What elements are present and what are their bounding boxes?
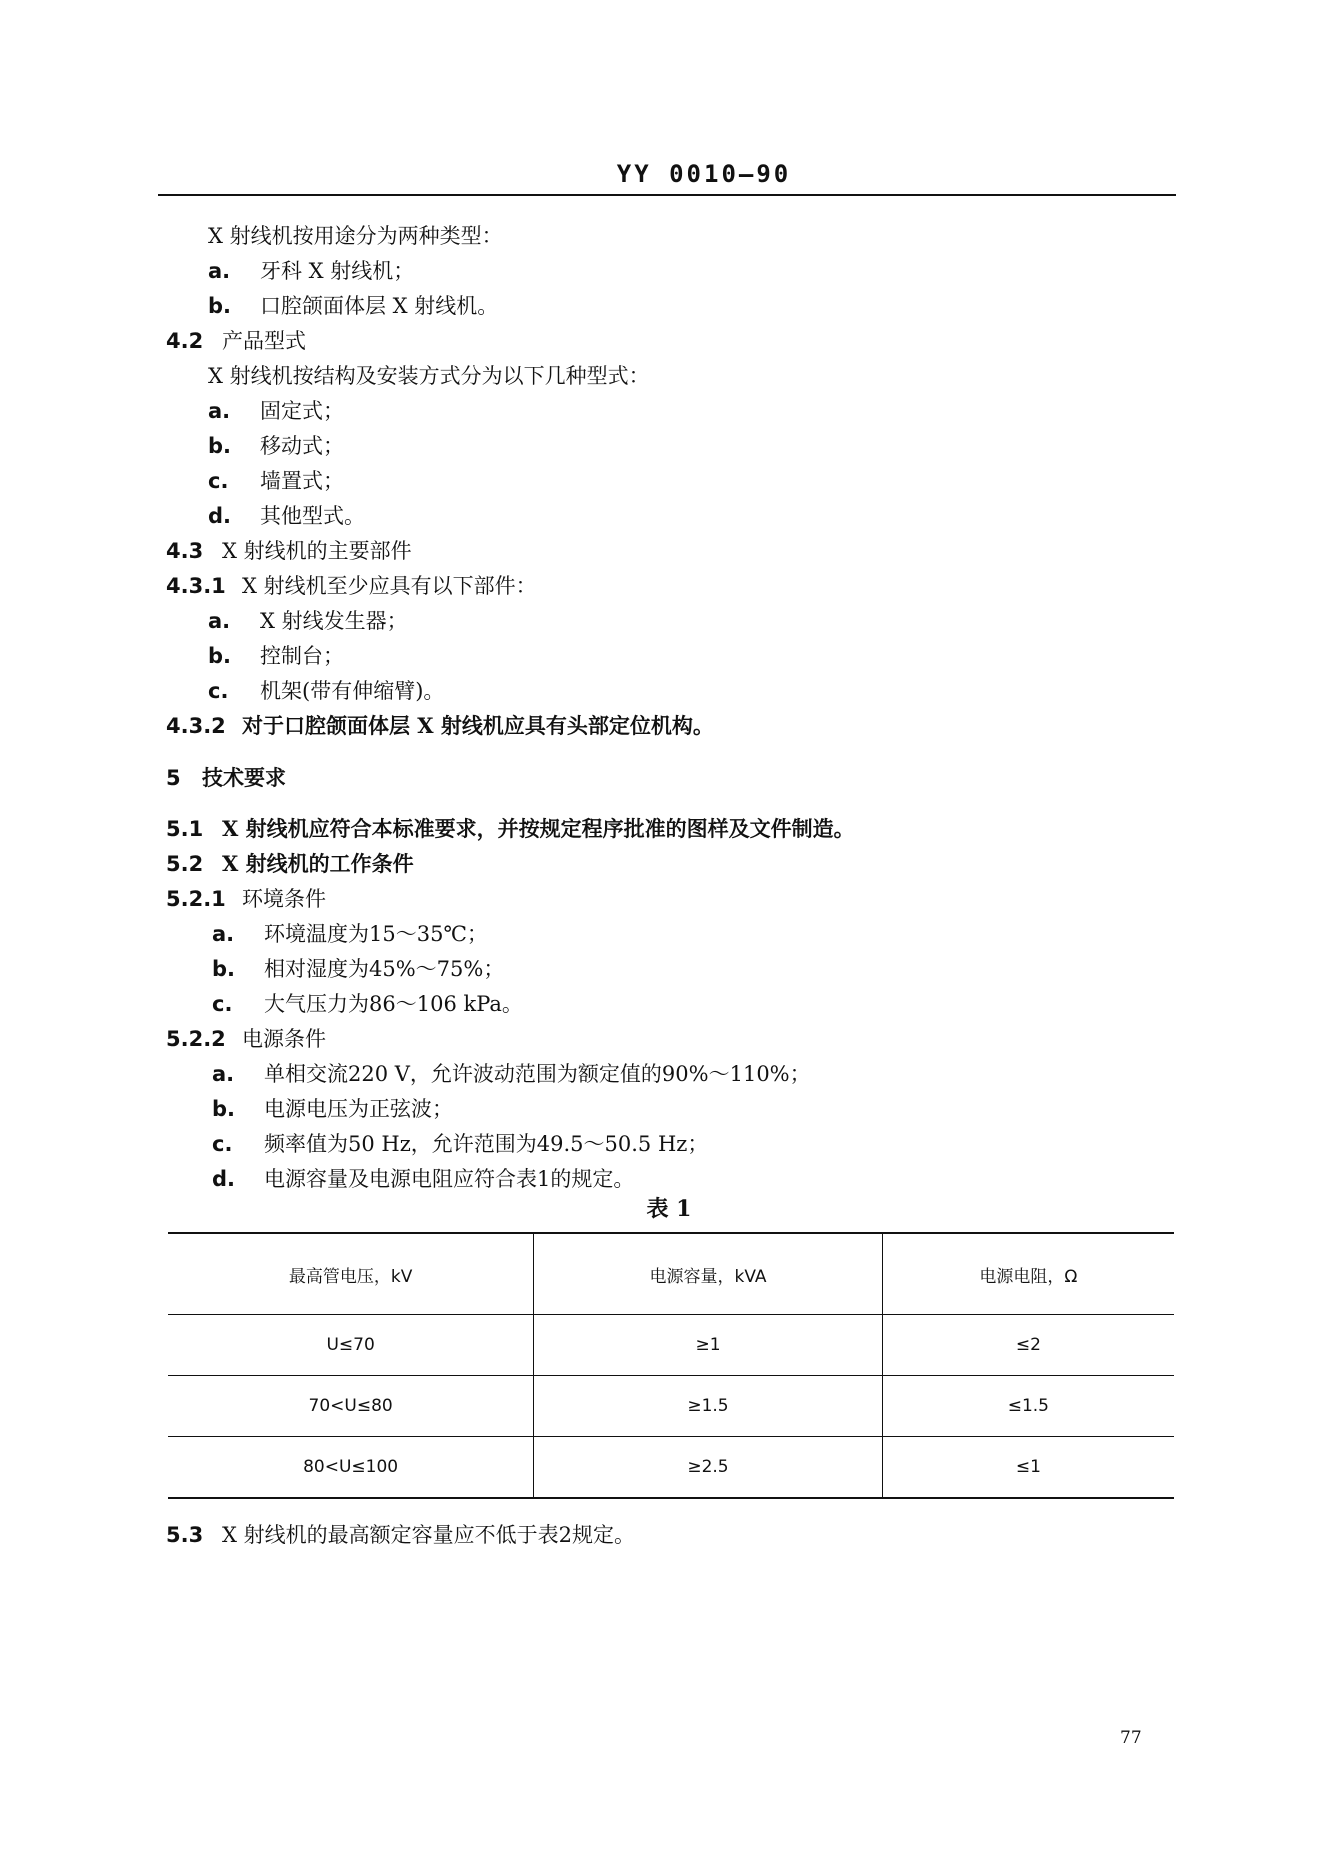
table-row [168,1437,1174,1499]
section-heading: 4.3.2 对于口腔颌面体层 X 射线机应具有头部定位机构。 [166,713,714,738]
list-item: c. 大气压力为86～106 kPa。 [212,992,523,1016]
text-line: X 射线机按用途分为两种类型： [208,224,503,248]
list-item: a. 环境温度为15～35℃； [212,922,488,946]
list-item: a. 牙科 X 射线机； [208,259,415,283]
header-rule [158,194,1176,196]
table-cell: ≤2 [882,1315,1174,1376]
table-cell: ≤1.5 [882,1376,1174,1437]
table-cell: ≥2.5 [534,1437,882,1499]
list-item: a. 单相交流220 V，允许波动范围为额定值的90%～110%； [212,1062,811,1086]
table-cell: ≤1 [882,1437,1174,1499]
list-item: c. 墙置式； [208,469,344,493]
table-cell: 80<U≤100 [168,1437,534,1499]
list-item: b. 口腔颌面体层 X 射线机。 [208,294,499,318]
section-heading: 5.3 X 射线机的最高额定容量应不低于表2规定。 [166,1523,635,1547]
list-item: b. 电源电压为正弦波； [212,1097,453,1121]
table-cell: ≥1.5 [534,1376,882,1437]
list-item: c. 频率值为50 Hz，允许范围为49.5～50.5 Hz； [212,1132,709,1156]
section-heading: 4.3 X 射线机的主要部件 [166,539,412,563]
section-heading: 4.3.1 X 射线机至少应具有以下部件： [166,574,537,598]
list-item: a. X 射线发生器； [208,609,408,633]
list-item: d. 其他型式。 [208,504,365,528]
column-header: 电源容量，kVA [534,1233,882,1315]
list-item: d. 电源容量及电源电阻应符合表1的规定。 [212,1167,635,1191]
table-header-row [168,1233,1174,1315]
table-cell: U≤70 [168,1315,534,1376]
list-item: c. 机架(带有伸缩臂)。 [208,679,445,703]
table-caption: 表 1 [646,1196,692,1222]
table-cell: 70<U≤80 [168,1376,534,1437]
table-cell: ≥1 [534,1315,882,1376]
section-heading: 5.1 X 射线机应符合本标准要求，并按规定程序批准的图样及文件制造。 [166,816,855,841]
text-line: X 射线机按结构及安装方式分为以下几种型式： [208,364,650,388]
power-supply-table [168,1232,1174,1499]
table-row [168,1376,1174,1437]
chapter-heading: 5 技术要求 [166,765,286,790]
list-item: b. 控制台； [208,644,344,668]
table-row [168,1315,1174,1376]
section-heading: 5.2 X 射线机的工作条件 [166,851,414,876]
list-item: a. 固定式； [208,399,344,423]
column-header: 最高管电压，kV [168,1233,534,1315]
section-heading: 5.2.1 环境条件 [166,887,326,911]
page-number: 77 [1120,1728,1142,1748]
column-header: 电源电阻，Ω [882,1233,1174,1315]
standard-code-header: YY 0010—90 [616,160,792,188]
section-heading: 5.2.2 电源条件 [166,1027,326,1051]
list-item: b. 移动式； [208,434,344,458]
list-item: b. 相对湿度为45%～75%； [212,957,505,981]
section-heading: 4.2 产品型式 [166,329,306,353]
